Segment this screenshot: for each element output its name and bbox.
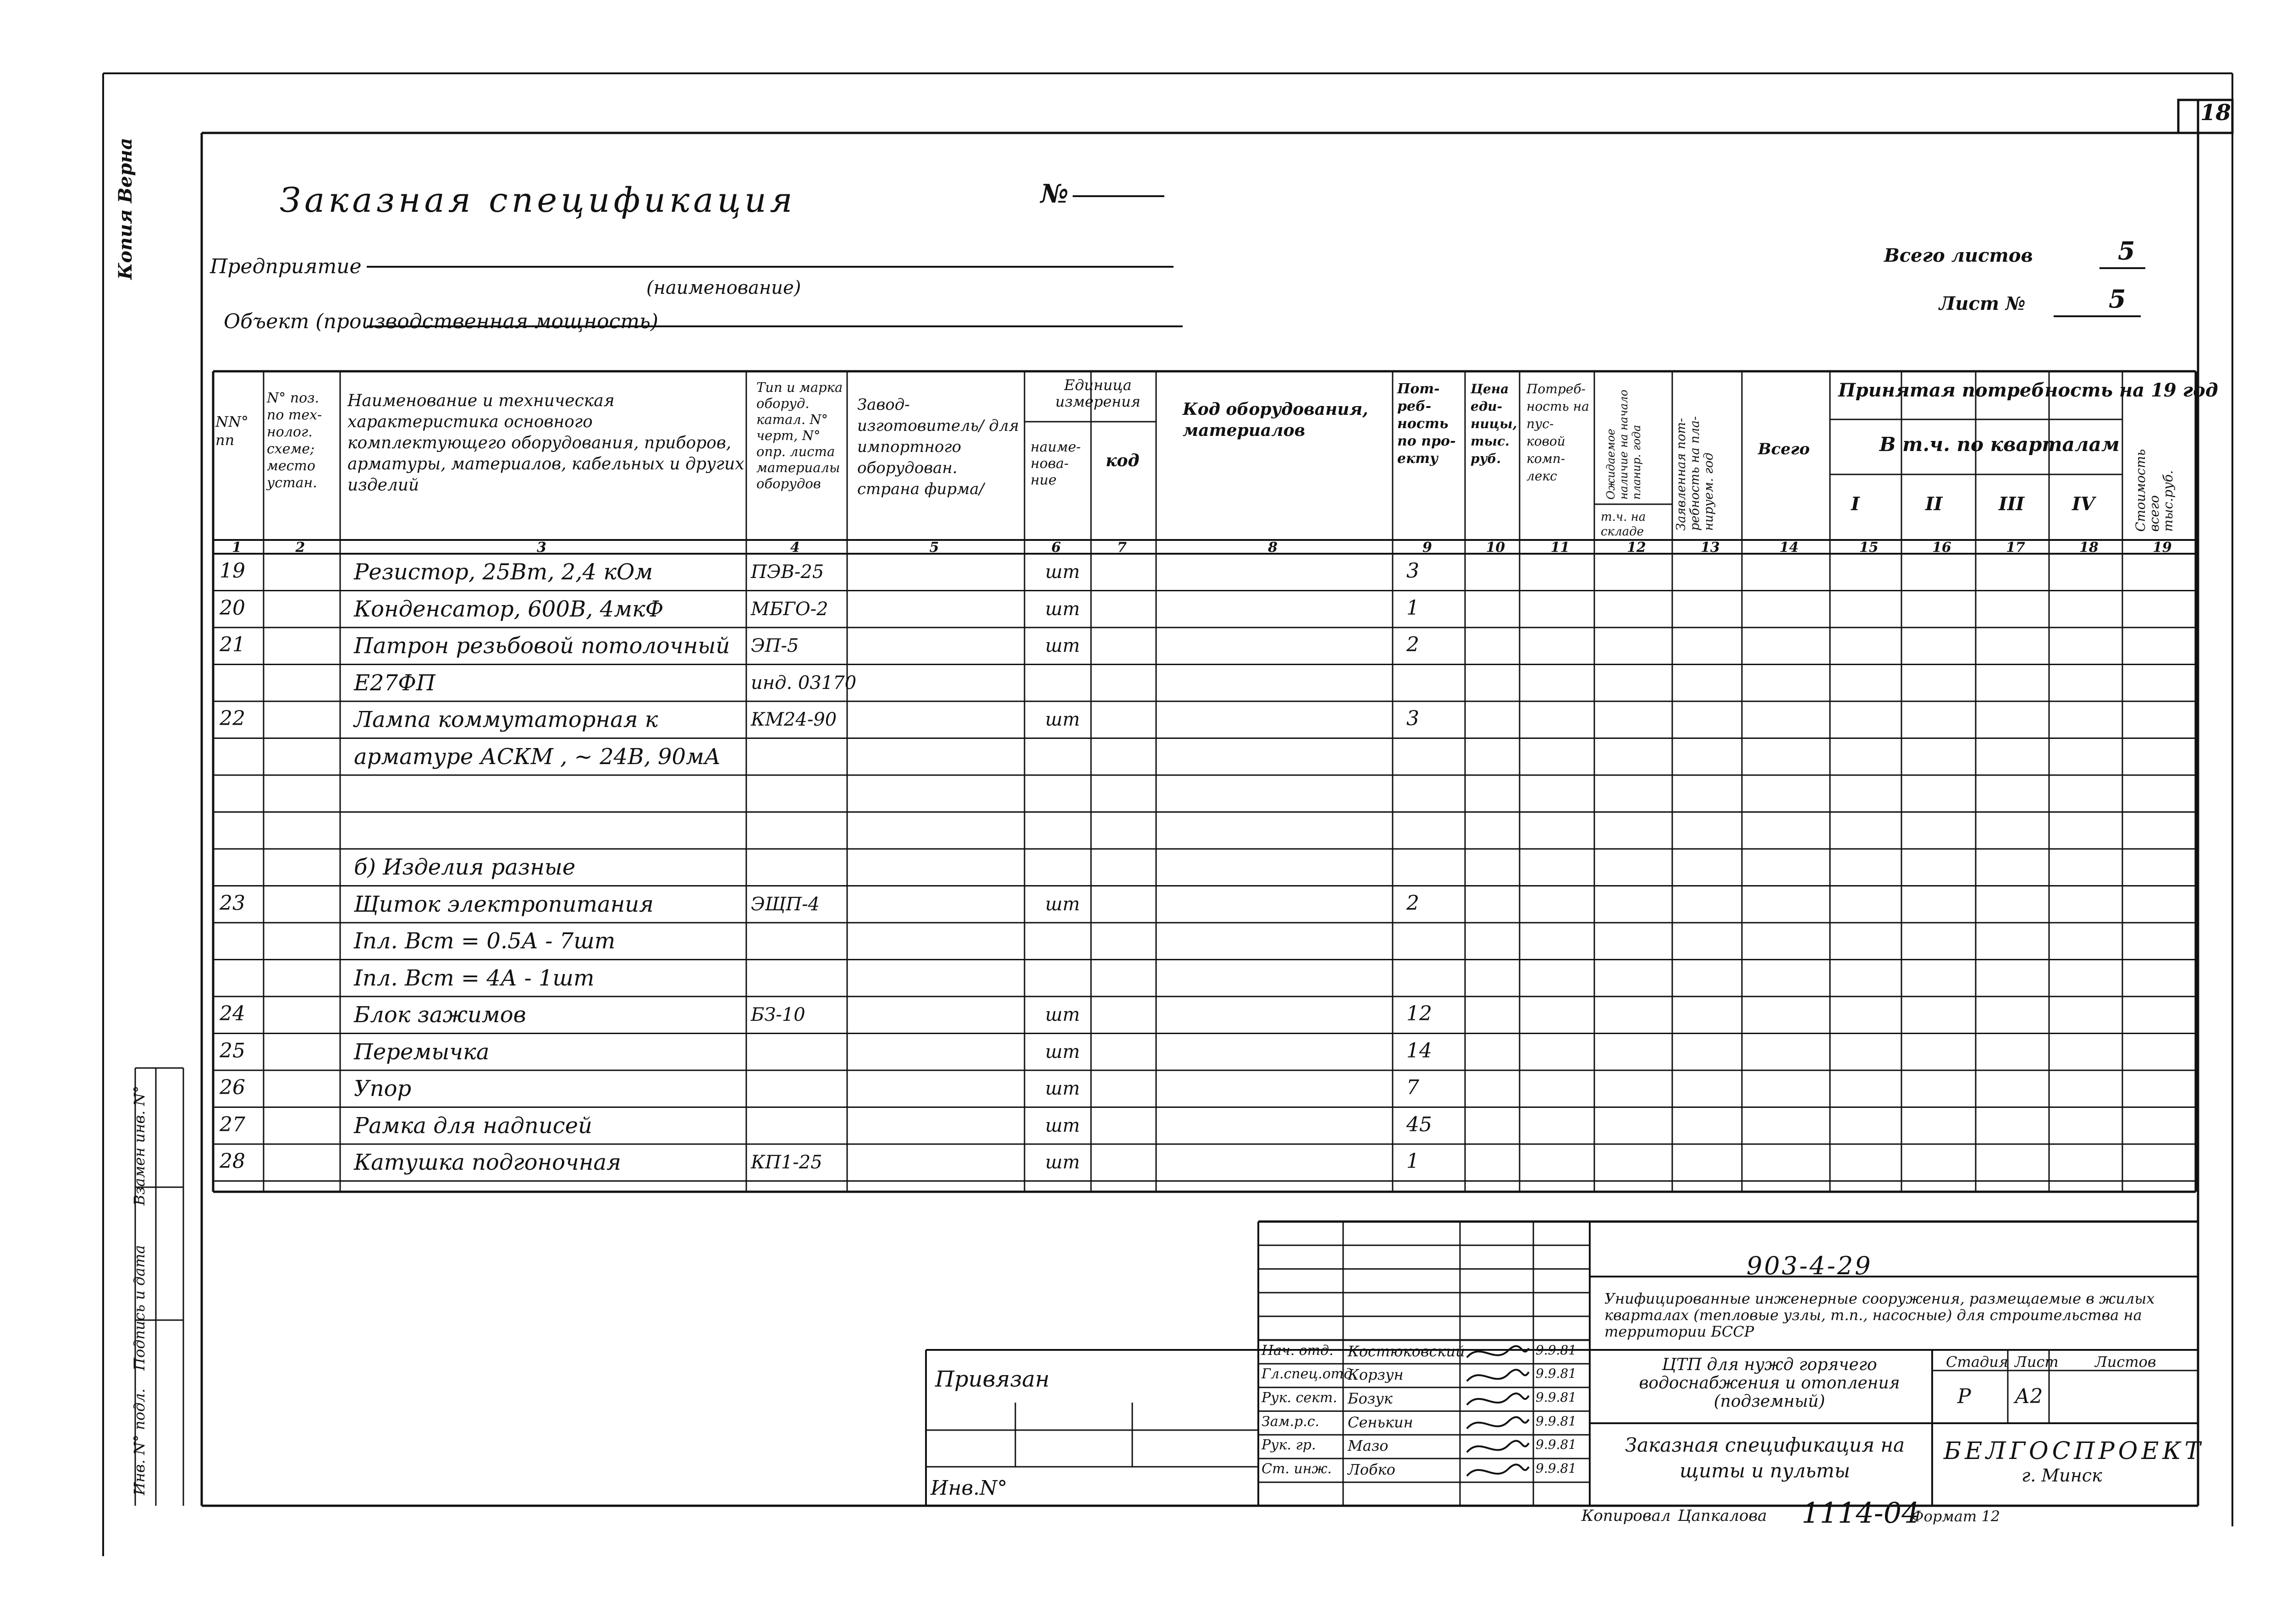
column-number: 17 — [2006, 539, 2025, 556]
column-number: 15 — [1859, 539, 1879, 556]
stamp-person-role: Зам.р.с. — [1262, 1413, 1320, 1430]
col-header-9: Пот-реб-ность по про-екту — [1397, 381, 1456, 467]
row-name: Патрон резьбовой потолочный — [354, 633, 730, 659]
stamp-privyazan: Привязан — [935, 1366, 1050, 1392]
format-label: Формат 12 — [1912, 1508, 2000, 1525]
row-qty: 1 — [1406, 1150, 1419, 1173]
title-number-label: № — [1041, 179, 1069, 209]
stamp-doc-code: 903-4-29 — [1747, 1251, 1873, 1280]
col-header-15-19: Принятая потребность на 19 год — [1838, 380, 2218, 401]
row-name: Лампа коммутаторная к — [354, 707, 658, 732]
row-number: 22 — [220, 707, 245, 730]
row-unit: шт — [1045, 1078, 1080, 1099]
stamp-sheets-label: Листов — [2095, 1353, 2156, 1371]
copy-code: 1114-04 — [1802, 1496, 1920, 1530]
column-number: 11 — [1550, 539, 1570, 556]
col-header-10: Цена еди-ницы, тыс. руб. — [1471, 381, 1517, 466]
stamp-person-role: Гл.спец.отд. — [1262, 1366, 1357, 1382]
row-type: инд. 03170 — [751, 672, 857, 694]
row-number: 25 — [220, 1039, 245, 1062]
row-unit: шт — [1045, 1152, 1080, 1173]
signature-scribble — [1467, 1417, 1529, 1429]
row-number: 20 — [220, 596, 245, 620]
stamp-sheet-label: Лист — [2015, 1353, 2059, 1371]
stamp-person-date: 9.9.81 — [1536, 1437, 1577, 1453]
col-header-2: N° поз. по тех-нолог. схеме; место устан. — [267, 390, 322, 491]
row-qty: 3 — [1406, 559, 1419, 583]
row-qty: 7 — [1406, 1076, 1419, 1099]
enterprise-hint: (наименование) — [646, 277, 801, 298]
row-qty: 2 — [1406, 891, 1419, 915]
row-number: 28 — [220, 1150, 245, 1173]
row-name: Щиток электропитания — [354, 891, 654, 917]
column-number: 19 — [2153, 539, 2172, 556]
signature-scribble — [1467, 1370, 1529, 1381]
sheet-no-value: 5 — [2109, 284, 2126, 314]
col-header-12-sub: т.ч. на складе — [1601, 510, 1646, 539]
row-unit: шт — [1045, 1115, 1080, 1136]
total-sheets-value: 5 — [2118, 236, 2135, 265]
stamp-stage-value: Р — [1957, 1385, 1971, 1408]
column-number: 1 — [232, 539, 242, 556]
stamp-person-name: Корзун — [1348, 1366, 1404, 1384]
stamp-project-title: Унифицированные инженерные сооружения, размещаемые в жилых кварталах (тепловые узлы, т.п., насосные) для строительства на территории БССР — [1604, 1290, 2155, 1340]
stamp-person-role: Рук. гр. — [1262, 1437, 1316, 1453]
column-number: 14 — [1780, 539, 1799, 556]
copy-verified-label: Копия Верна — [115, 138, 136, 280]
total-sheets-label: Всего листов — [1884, 245, 2033, 266]
row-name: Резистор, 25Вт, 2,4 кОм — [354, 559, 653, 585]
stamp-sheet-value: А2 — [2015, 1385, 2043, 1408]
col-header-5: Завод-изготовитель/ для импортного оборудован. страна фирма/ — [857, 396, 1019, 498]
stamp-person-name: Костюковский — [1348, 1342, 1465, 1360]
sheet-number: 18 — [2200, 100, 2231, 126]
stamp-person-date: 9.9.81 — [1536, 1366, 1577, 1382]
row-type: КП1-25 — [751, 1152, 822, 1173]
stamp-org: БЕЛГОСПРОЕКТ — [1944, 1437, 2204, 1465]
stamp-person-role: Рук. сект. — [1262, 1389, 1338, 1406]
column-number: 6 — [1051, 539, 1061, 556]
row-number: 23 — [220, 891, 245, 915]
row-qty: 14 — [1406, 1039, 1432, 1062]
column-number: 13 — [1701, 539, 1720, 556]
signature-scribble — [1467, 1441, 1529, 1452]
col-header-13: Заявленная пот-ребность на пла-нируем. год — [1674, 416, 1716, 531]
row-name: Рамка для надписей — [354, 1112, 592, 1139]
row-name: арматуре АСКМ , ~ 24В, 90мА — [354, 743, 721, 770]
sheet-no-label: Лист № — [1939, 293, 2026, 314]
row-number: 26 — [220, 1076, 245, 1099]
column-number: 4 — [790, 539, 800, 556]
column-number: 5 — [929, 539, 939, 556]
object-label: Объект (производственная мощность) — [224, 310, 659, 333]
col-header-12: Ожидаемое наличие на начало планир. года — [1604, 390, 1643, 500]
col-header-1: NN° пп — [215, 413, 248, 449]
col-header-7: код — [1106, 451, 1140, 470]
row-number: 24 — [220, 1002, 245, 1025]
signature-scribble — [1467, 1464, 1529, 1476]
row-type: БЗ-10 — [751, 1004, 805, 1025]
row-qty: 12 — [1406, 1002, 1432, 1025]
enterprise-label: Предприятие — [210, 255, 362, 278]
col-header-19: Стоимость всего тыс.руб. — [2133, 449, 2176, 532]
row-name: Блок зажимов — [354, 1002, 526, 1028]
col-header-3: Наименование и техническая характеристика основного комплектующего оборудования, приборов, арматуры, материалов, кабельных и других изделий — [347, 391, 744, 495]
row-qty: 45 — [1406, 1112, 1432, 1136]
column-number: 7 — [1117, 539, 1127, 556]
stamp-person-name: Лобко — [1348, 1461, 1395, 1478]
row-name: Iпл. Вст = 0.5А - 7шт — [354, 928, 616, 954]
row-unit: шт — [1045, 562, 1080, 583]
row-number: 27 — [220, 1112, 245, 1136]
row-unit: шт — [1045, 893, 1080, 915]
stamp-person-date: 9.9.81 — [1536, 1389, 1577, 1405]
quarter-4: IV — [2072, 493, 2095, 515]
row-unit: шт — [1045, 635, 1080, 656]
side-replace-inv: Взамен инв. N° — [131, 1085, 148, 1206]
row-qty: 1 — [1406, 596, 1419, 620]
col-header-4: Тип и марка оборуд. катал. N° черт, N° опр. листа материалы оборудов — [756, 380, 843, 491]
row-name: Перемычка — [354, 1039, 490, 1065]
col-header-11: Потреб-ность на пус-ковой комп-лекс — [1526, 381, 1589, 484]
column-number: 16 — [1932, 539, 1951, 556]
column-number: 18 — [2079, 539, 2099, 556]
stamp-person-name: Мазо — [1348, 1437, 1388, 1455]
row-unit: шт — [1045, 1041, 1080, 1062]
stamp-object-title: ЦТП для нужд горячего водоснабжения и отопления (подземный) — [1639, 1355, 1900, 1411]
stamp-sheet-title: Заказная спецификация на щиты и пульты — [1625, 1434, 1905, 1482]
side-sign-date: Подпись и дата — [131, 1245, 148, 1371]
row-name: Iпл. Вст = 4А - 1шт — [354, 965, 595, 991]
row-unit: шт — [1045, 598, 1080, 620]
stamp-person-date: 9.9.81 — [1536, 1342, 1577, 1358]
column-number: 10 — [1486, 539, 1505, 556]
row-name: Е27ФП — [354, 670, 435, 696]
row-name: Конденсатор, 600В, 4мкФ — [354, 596, 664, 622]
row-type: ПЭВ-25 — [751, 562, 824, 583]
stamp-stage-label: Стадия — [1946, 1353, 2008, 1371]
column-number: 8 — [1268, 539, 1278, 556]
col-header-quarters: В т.ч. по кварталам — [1879, 433, 2120, 456]
side-inv-orig: Инв. N° подл. — [131, 1388, 148, 1495]
quarter-1: I — [1851, 493, 1860, 515]
row-type: КМ24-90 — [751, 709, 837, 730]
row-type: МБГО-2 — [751, 598, 828, 620]
col-header-unit: Единица измерения — [1055, 376, 1140, 410]
row-type: ЭП-5 — [751, 635, 799, 656]
column-number: 12 — [1627, 539, 1646, 556]
column-number: 3 — [537, 539, 546, 556]
row-name: Упор — [354, 1076, 412, 1101]
row-type: ЭЩП-4 — [751, 893, 820, 915]
stamp-person-name: Сенькин — [1348, 1413, 1413, 1431]
column-number: 2 — [295, 539, 305, 556]
row-name: б) Изделия разные — [354, 854, 576, 880]
signature-scribble — [1467, 1346, 1529, 1358]
stamp-person-role: Нач. отд. — [1262, 1342, 1333, 1359]
row-qty: 2 — [1406, 633, 1419, 656]
quarter-3: III — [1999, 493, 2025, 515]
quarter-2: II — [1925, 493, 1943, 515]
col-header-6: наиме-нова-ние — [1030, 439, 1081, 488]
row-unit: шт — [1045, 709, 1080, 730]
stamp-city: г. Минск — [2022, 1465, 2102, 1486]
stamp-person-name: Бозук — [1348, 1389, 1393, 1407]
stamp-person-date: 9.9.81 — [1536, 1461, 1577, 1476]
col-header-14: Всего — [1758, 440, 1810, 458]
column-number: 9 — [1422, 539, 1432, 556]
row-qty: 3 — [1406, 707, 1419, 730]
copied-by-label: Копировал — [1581, 1507, 1671, 1525]
row-name: Катушка подгоночная — [354, 1150, 621, 1175]
copier-name: Цапкалова — [1678, 1507, 1767, 1525]
stamp-inv-label: Инв.N° — [931, 1476, 1008, 1500]
stamp-person-role: Ст. инж. — [1262, 1461, 1332, 1477]
signature-scribble — [1467, 1393, 1529, 1405]
row-number: 19 — [220, 559, 245, 583]
col-header-8: Код оборудования, материалов — [1183, 400, 1368, 440]
page-title: Заказная спецификация — [280, 181, 796, 220]
stamp-person-date: 9.9.81 — [1536, 1413, 1577, 1429]
row-unit: шт — [1045, 1004, 1080, 1025]
row-number: 21 — [220, 633, 245, 656]
